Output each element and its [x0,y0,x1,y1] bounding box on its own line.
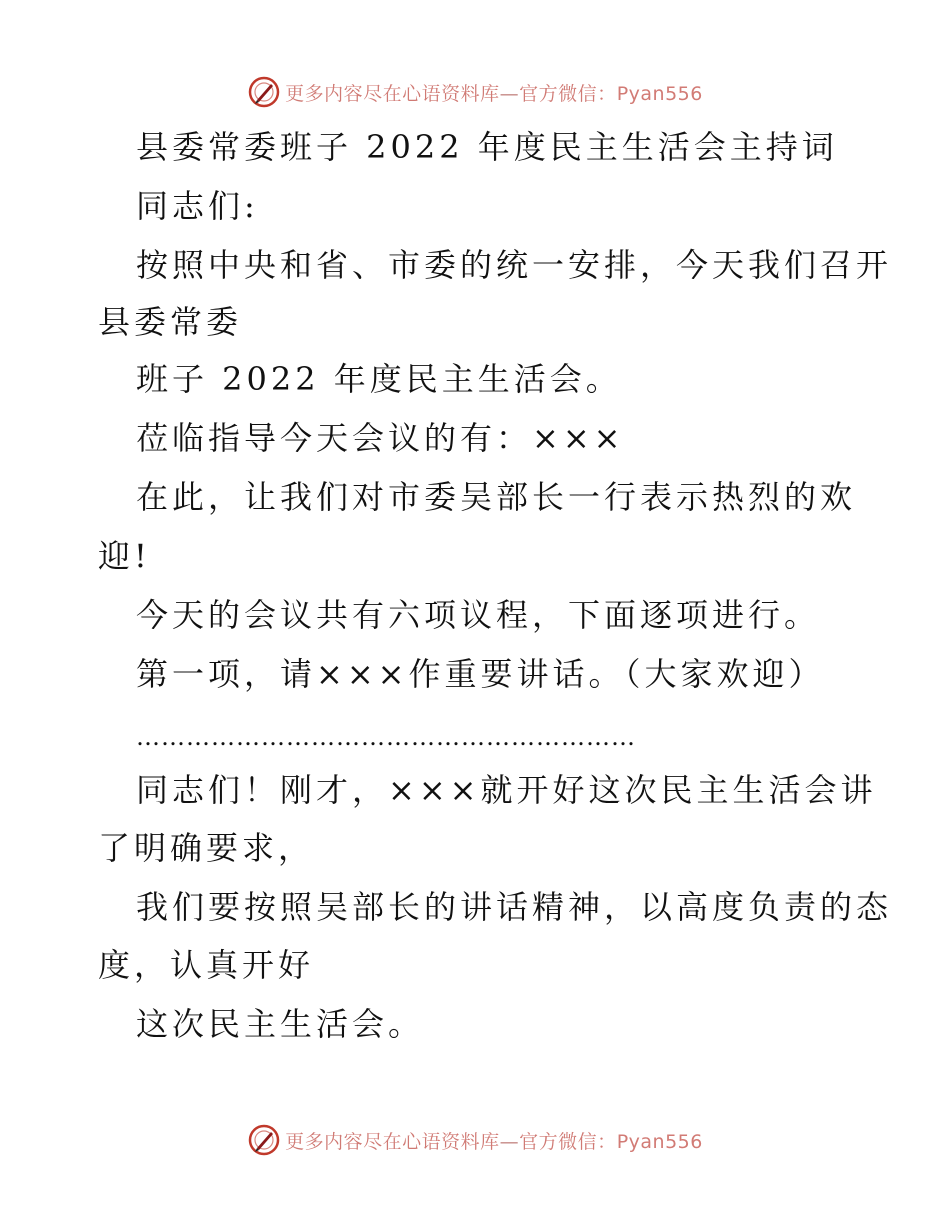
watermark-text: 更多内容尽在心语资料库—官方微信：Pyan556 [285,1130,703,1153]
paragraph-line: 度，认真开好 [98,946,315,984]
quill-in-circle-icon [247,1123,281,1157]
paragraph-line: 迎! [98,537,151,575]
footer-watermark [0,1118,950,1162]
paragraph-line: 班子 2022 年度民主生活会。 [136,360,622,398]
paragraph-line: 第一项，请×××作重要讲话。（大家欢迎） [136,655,825,693]
paragraph-line: 莅临指导今天会议的有：××× [136,419,625,457]
paragraph-line: 在此，让我们对市委吴部长一行表示热烈的欢 [136,478,857,516]
document-title: 县委常委班子 2022 年度民主生活会主持词 [136,128,838,166]
paragraph-line: 了明确要求， [98,829,315,867]
watermark-text: 更多内容尽在心语资料库—官方微信：Pyan556 [285,82,703,105]
ellipsis-separator: …………………………………………………… [136,723,636,751]
paragraph-line: 县委常委 [98,303,243,341]
paragraph-line: 我们要按照吴部长的讲话精神，以高度负责的态 [136,888,893,926]
salutation: 同志们: [136,187,259,225]
paragraph-line: 同志们！刚才，×××就开好这次民主生活会讲 [136,771,877,809]
paragraph-line: 今天的会议共有六项议程，下面逐项进行。 [136,596,821,634]
paragraph-line: 按照中央和省、市委的统一安排，今天我们召开 [136,246,893,284]
paragraph-line: 这次民主生活会。 [136,1005,425,1043]
